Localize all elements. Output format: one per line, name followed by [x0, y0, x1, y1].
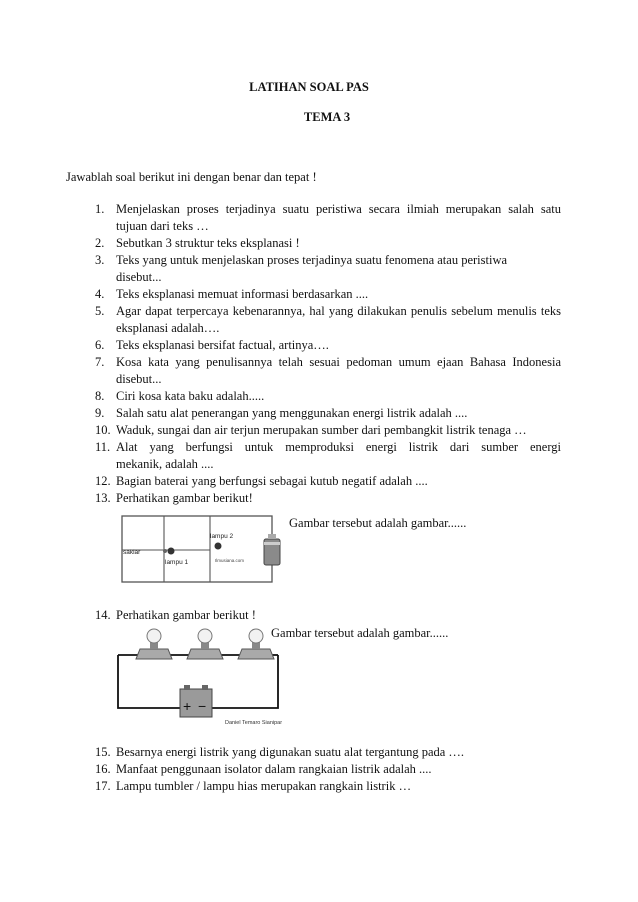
question-number: 13.: [95, 491, 111, 505]
question-text: Kosa kata yang penulisannya telah sesuai pedoman umum ejaan Bahasa Indonesia: [116, 355, 561, 369]
question-text: Teks eksplanasi memuat informasi berdasarkan ....: [116, 287, 369, 301]
question-number: 15.: [95, 745, 111, 759]
question-text: Waduk, sungai dan air terjun merupakan sumber dari pembangkit listrik tenaga …: [116, 423, 527, 437]
credit-label: Daniel Temaro Sianipar: [225, 720, 283, 726]
question-text-cont: disebut...: [116, 372, 162, 386]
question-number: 9.: [95, 406, 105, 420]
question-16: [95, 761, 561, 778]
question-text-cont: tujuan dari teks …: [116, 219, 209, 233]
question-11: [95, 439, 561, 473]
lamp-1-icon: [168, 548, 175, 555]
question-number: 5.: [95, 304, 105, 318]
figure-13-parallel-circuit: [118, 512, 296, 591]
question-text-cont: mekanik, adalah ....: [116, 457, 214, 471]
question-text-cont: eksplanasi adalah….: [116, 321, 220, 335]
question-12: [95, 473, 561, 490]
question-3: [95, 252, 561, 286]
lamp-1-label: lampu 1: [165, 559, 189, 566]
question-text: Agar dapat terpercaya kebenarannya, hal yang dilakukan penulis sebelum menulis teks: [116, 304, 561, 318]
question-number: 3.: [95, 253, 105, 267]
figure-13-caption: Gambar tersebut adalah gambar......: [289, 516, 467, 530]
question-number: 12.: [95, 474, 111, 488]
question-text: Lampu tumbler / lampu hias merupakan rangkain listrik …: [116, 779, 412, 793]
page-title: LATIHAN SOAL PAS: [249, 80, 369, 94]
question-10: [95, 422, 561, 439]
question-text: Teks eksplanasi bersifat factual, artinya….: [116, 338, 329, 352]
question-17: [95, 778, 561, 795]
question-text: Menjelaskan proses terjadinya suatu peristiwa secara ilmiah merupakan salah satu: [116, 202, 561, 216]
question-text: Teks yang untuk menjelaskan proses terjadinya suatu fenomena atau peristiwa: [116, 253, 508, 267]
question-text: Perhatikan gambar berikut!: [116, 491, 253, 505]
question-15: [95, 744, 561, 761]
question-text: Salah satu alat penerangan yang menggunakan energi listrik adalah ....: [116, 406, 468, 420]
question-text: Alat yang berfungsi untuk memproduksi energi listrik dari sumber energi: [116, 440, 561, 454]
question-7: [95, 354, 561, 388]
lamp-2-icon: [215, 543, 222, 550]
question-number: 16.: [95, 762, 111, 776]
figure-14-series-circuit: [110, 625, 285, 734]
question-number: 8.: [95, 389, 105, 403]
question-8: [95, 388, 561, 405]
question-number: 10.: [95, 423, 111, 437]
question-4: [95, 286, 561, 303]
figure-14-caption: Gambar tersebut adalah gambar......: [271, 626, 449, 640]
question-number: 2.: [95, 236, 105, 250]
lamp-holder-3-icon: [238, 629, 274, 659]
question-number: 11.: [95, 440, 111, 454]
question-text: Sebutkan 3 struktur teks eksplanasi !: [116, 236, 300, 250]
lamp-holder-1-icon: [136, 629, 172, 659]
plus-label: +: [183, 698, 192, 714]
question-5: [95, 303, 561, 337]
question-text: Manfaat penggunaan isolator dalam rangkaian listrik adalah ....: [116, 762, 432, 776]
question-text: Besarnya energi listrik yang digunakan suatu alat tergantung pada ….: [116, 745, 465, 759]
question-number: 14.: [95, 608, 111, 622]
question-number: 4.: [95, 287, 105, 301]
question-number: 17.: [95, 779, 111, 793]
page-subtitle: TEMA 3: [303, 110, 351, 124]
lamp-holder-2-icon: [187, 629, 223, 659]
lamp-2-label: lampu 2: [210, 533, 234, 540]
question-number: 1.: [95, 202, 105, 216]
question-text-cont: disebut...: [116, 270, 162, 284]
question-2: [95, 235, 561, 252]
question-9: [95, 405, 561, 422]
minus-label: −: [198, 698, 207, 714]
switch-label: saklar: [123, 549, 141, 556]
question-6: [95, 337, 561, 354]
question-number: 7.: [95, 355, 105, 369]
question-text: Perhatikan gambar berikut !: [116, 608, 256, 622]
question-14: [95, 607, 561, 624]
question-text: Bagian baterai yang berfungsi sebagai kutub negatif adalah ....: [116, 474, 428, 488]
question-number: 6.: [95, 338, 105, 352]
instruction: Jawablah soal berikut ini dengan benar dan tepat !: [66, 170, 317, 184]
watermark: Ilmusiana.com: [215, 558, 245, 563]
question-13: [95, 490, 561, 507]
question-1: [95, 201, 561, 235]
question-text: Ciri kosa kata baku adalah.....: [116, 389, 265, 403]
